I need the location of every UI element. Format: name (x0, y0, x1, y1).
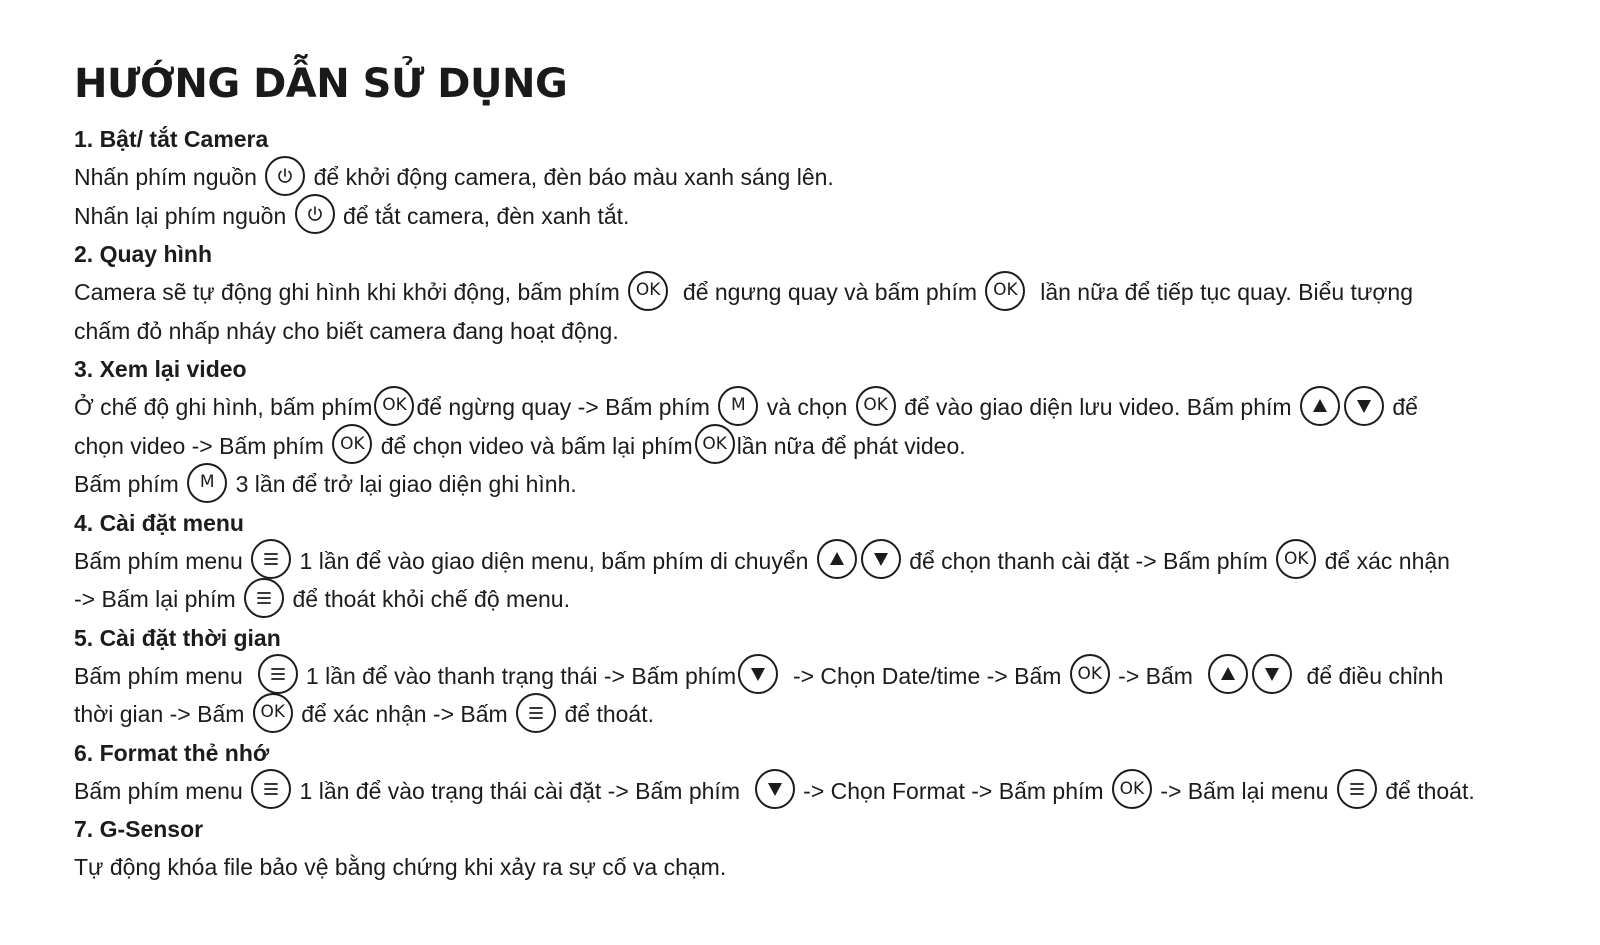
instruction-line (74, 427, 1574, 466)
instruction-text: 1 lần để vào thanh trạng thái -> Bấm phím (299, 662, 737, 689)
menu-icon (1337, 769, 1377, 809)
section-title: 3. Xem lại video (74, 356, 247, 382)
instruction-text: -> Bấm lại menu (1153, 777, 1335, 804)
ok-button-icon: OK (856, 386, 896, 426)
instruction-text: -> Chọn Format -> Bấm phím (796, 777, 1110, 804)
down-arrow-icon (755, 769, 795, 809)
instruction-text: Bấm phím (74, 471, 186, 497)
instruction-text: Bấm phím menu (74, 662, 256, 689)
section-title: 1. Bật/ tắt Camera (74, 126, 269, 152)
instruction-text: 1 lần để vào giao diện menu, bấm phím di chuyển (293, 547, 815, 574)
menu-icon (251, 539, 291, 579)
instruction-text: để điều chỉnh (1293, 662, 1444, 689)
up-arrow-icon (817, 539, 857, 579)
instruction-text: chọn video -> Bấm phím (74, 432, 331, 459)
sections (74, 120, 1574, 887)
instruction-text: để ngưng quay và bấm phím (670, 279, 984, 305)
m-button-icon: M (718, 386, 758, 426)
instruction-text: Camera sẽ tự động ghi hình khi khởi động, bấm phím (74, 279, 627, 305)
menu-icon (516, 693, 556, 733)
power-icon (265, 156, 305, 196)
instruction-text: để thoát khỏi chế độ menu. (286, 586, 570, 612)
instruction-text: để tắt camera, đèn xanh tắt. (336, 202, 630, 229)
instruction-text: để chọn video và bấm lại phím (374, 432, 693, 459)
instruction-line (74, 312, 1574, 351)
menu-icon (258, 654, 298, 694)
up-arrow-icon (1300, 386, 1340, 426)
ok-button-icon: OK (985, 271, 1025, 311)
ok-button-icon: OK (374, 386, 414, 426)
instruction-text: lần nữa để phát video. (736, 432, 966, 459)
instruction-text: -> Bấm lại phím (74, 586, 243, 612)
ok-button-icon: OK (695, 424, 735, 464)
section-title: 4. Cài đặt menu (74, 509, 244, 536)
instruction-text: Bấm phím menu (74, 777, 250, 804)
instruction-text: -> Chọn Date/time -> Bấm (780, 662, 1068, 689)
instruction-text: và chọn (760, 394, 854, 420)
instruction-text: để thoát. (558, 701, 654, 727)
section-title: 6. Format thẻ nhớ (74, 739, 270, 766)
instruction-text: để xác nhận (1318, 547, 1450, 574)
instruction-line (74, 695, 1574, 734)
ok-button-icon: OK (1112, 769, 1152, 809)
up-arrow-icon (1208, 654, 1248, 694)
manual-document (74, 58, 1574, 887)
instruction-line (74, 580, 1574, 619)
page-title: HƯỚNG DẪN SỬ DỤNG (74, 61, 568, 107)
instruction-text: để vào giao diện lưu video. Bấm phím (897, 394, 1298, 420)
ok-button-icon: OK (628, 271, 668, 311)
instruction-text: Ở chế độ ghi hình, bấm phím (74, 394, 373, 420)
instruction-text: Bấm phím menu (74, 547, 250, 574)
down-arrow-icon (861, 539, 901, 579)
instruction-line (74, 388, 1574, 427)
ok-button-icon: OK (253, 693, 293, 733)
m-button-icon: M (187, 463, 227, 503)
instruction-text: để (1385, 394, 1418, 420)
instruction-text: lần nữa để tiếp tục quay. Biểu tượng (1027, 279, 1414, 305)
instruction-line (74, 197, 1574, 236)
instruction-line (74, 158, 1574, 197)
instruction-text: 3 lần để trở lại giao diện ghi hình. (229, 471, 577, 497)
instruction-line (74, 273, 1574, 312)
instruction-text: thời gian -> Bấm (74, 701, 251, 727)
instruction-line (74, 542, 1574, 581)
power-icon (295, 194, 335, 234)
down-arrow-icon (1344, 386, 1384, 426)
section-title: 2. Quay hình (74, 241, 213, 267)
menu-icon (244, 578, 284, 618)
menu-icon (251, 769, 291, 809)
instruction-text: chấm đỏ nhấp nháy cho biết camera đang hoạt động. (74, 317, 619, 344)
instruction-text: Tự động khóa file bảo vệ bằng chứng khi xảy ra sự cố va chạm. (74, 854, 727, 880)
instruction-text: -> Bấm (1111, 662, 1206, 689)
instruction-text: Nhấn lại phím nguồn (74, 202, 293, 229)
instruction-text: để ngừng quay -> Bấm phím (416, 394, 717, 420)
down-arrow-icon (1252, 654, 1292, 694)
instruction-line (74, 848, 1574, 887)
instruction-line (74, 772, 1574, 811)
ok-button-icon: OK (1070, 654, 1110, 694)
ok-button-icon: OK (1276, 539, 1316, 579)
instruction-line (74, 465, 1574, 504)
instruction-text: 1 lần để vào trạng thái cài đặt -> Bấm phím (293, 777, 753, 804)
instruction-text: để khởi động camera, đèn báo màu xanh sáng lên. (307, 164, 834, 190)
instruction-text: để chọn thanh cài đặt -> Bấm phím (902, 547, 1275, 574)
section-title: 7. G-Sensor (74, 816, 204, 842)
down-arrow-icon (738, 654, 778, 694)
instruction-line (74, 657, 1574, 696)
instruction-text: Nhấn phím nguồn (74, 164, 264, 190)
instruction-text: để xác nhận -> Bấm (294, 701, 515, 727)
section-title: 5. Cài đặt thời gian (74, 624, 281, 651)
instruction-text: để thoát. (1378, 777, 1475, 804)
ok-button-icon: OK (332, 424, 372, 464)
